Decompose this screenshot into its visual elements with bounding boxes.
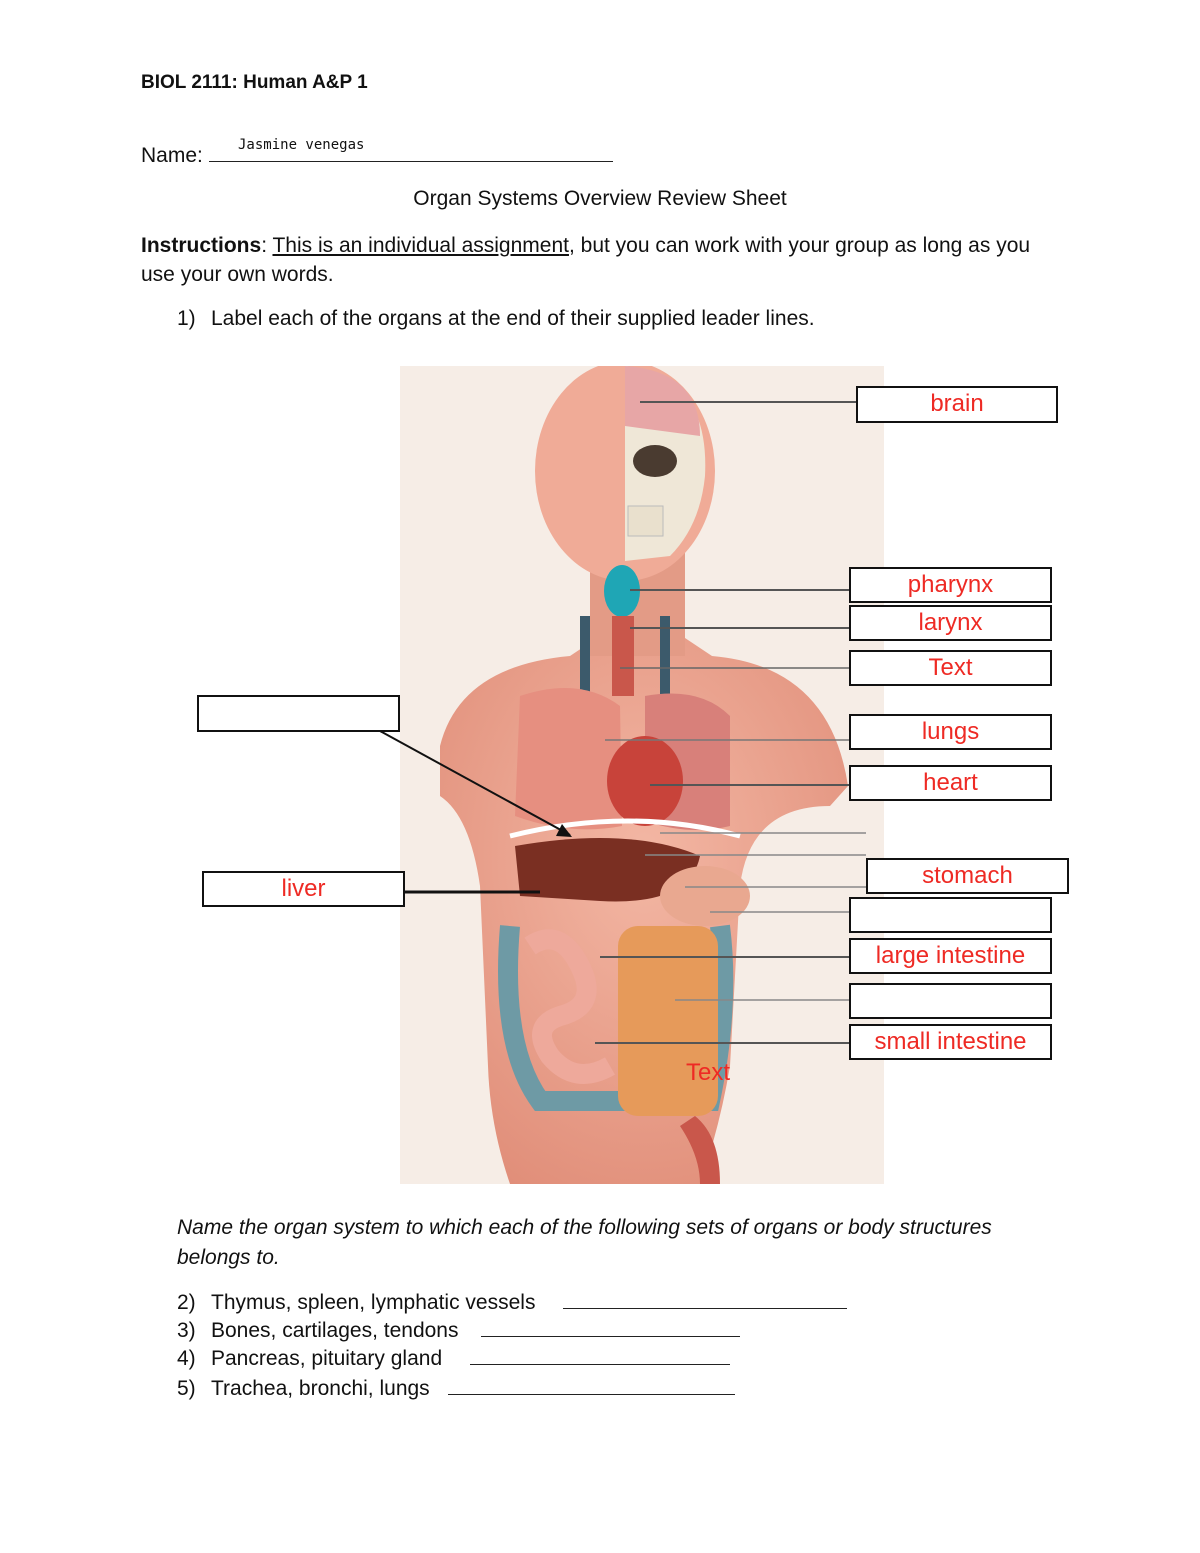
course-title: BIOL 2111: Human A&P 1 [141, 72, 368, 93]
answer-blank-2[interactable] [563, 1290, 847, 1309]
label-box-stomach[interactable]: stomach [866, 858, 1069, 894]
label-box-larynx[interactable]: larynx [849, 605, 1052, 641]
instructions-label: Instructions [141, 234, 262, 257]
instructions: Instructions: This is an individual assignment, but you can work with your group as long as you use your own words. [141, 234, 1031, 286]
question-3: 3) Bones, cartilages, tendons [177, 1318, 740, 1343]
label-box-large-intestine[interactable]: large intestine [849, 938, 1052, 974]
question-1: 1) Label each of the organs at the end of their supplied leader lines. [177, 307, 815, 330]
label-box-liver[interactable]: liver [202, 871, 405, 907]
label-box-small-intestine[interactable]: small intestine [849, 1024, 1052, 1060]
question-4: 4) Pancreas, pituitary gland [177, 1346, 730, 1371]
label-box-trachea[interactable]: Text [849, 650, 1052, 686]
question-2: 2) Thymus, spleen, lymphatic vessels [177, 1290, 847, 1315]
label-box-heart[interactable]: heart [849, 765, 1052, 801]
answer-blank-5[interactable] [448, 1376, 735, 1395]
label-box-diaphragm[interactable] [197, 695, 400, 732]
question-5: 5) Trachea, bronchi, lungs [177, 1376, 735, 1401]
label-box-blank-1[interactable] [849, 897, 1052, 933]
sheet-title: Organ Systems Overview Review Sheet [413, 187, 787, 210]
stray-text-label[interactable]: Text [686, 1059, 731, 1086]
label-box-brain[interactable]: brain [856, 386, 1058, 423]
label-box-blank-2[interactable] [849, 983, 1052, 1019]
label-box-pharynx[interactable]: pharynx [849, 567, 1052, 603]
answer-blank-3[interactable] [481, 1318, 740, 1337]
name-value: Jasmine venegas [238, 137, 365, 153]
label-box-lungs[interactable]: lungs [849, 714, 1052, 750]
instructions-emphasis: This is an individual assignment [272, 234, 569, 257]
instructions-rest: , but you can work with your group as long as you use your own words. [141, 234, 1031, 286]
name-label: Name: [141, 144, 203, 167]
section-prompt: Name the organ system to which each of the following sets of organs or body structures belongs to. [177, 1216, 992, 1269]
answer-blank-4[interactable] [470, 1346, 730, 1365]
